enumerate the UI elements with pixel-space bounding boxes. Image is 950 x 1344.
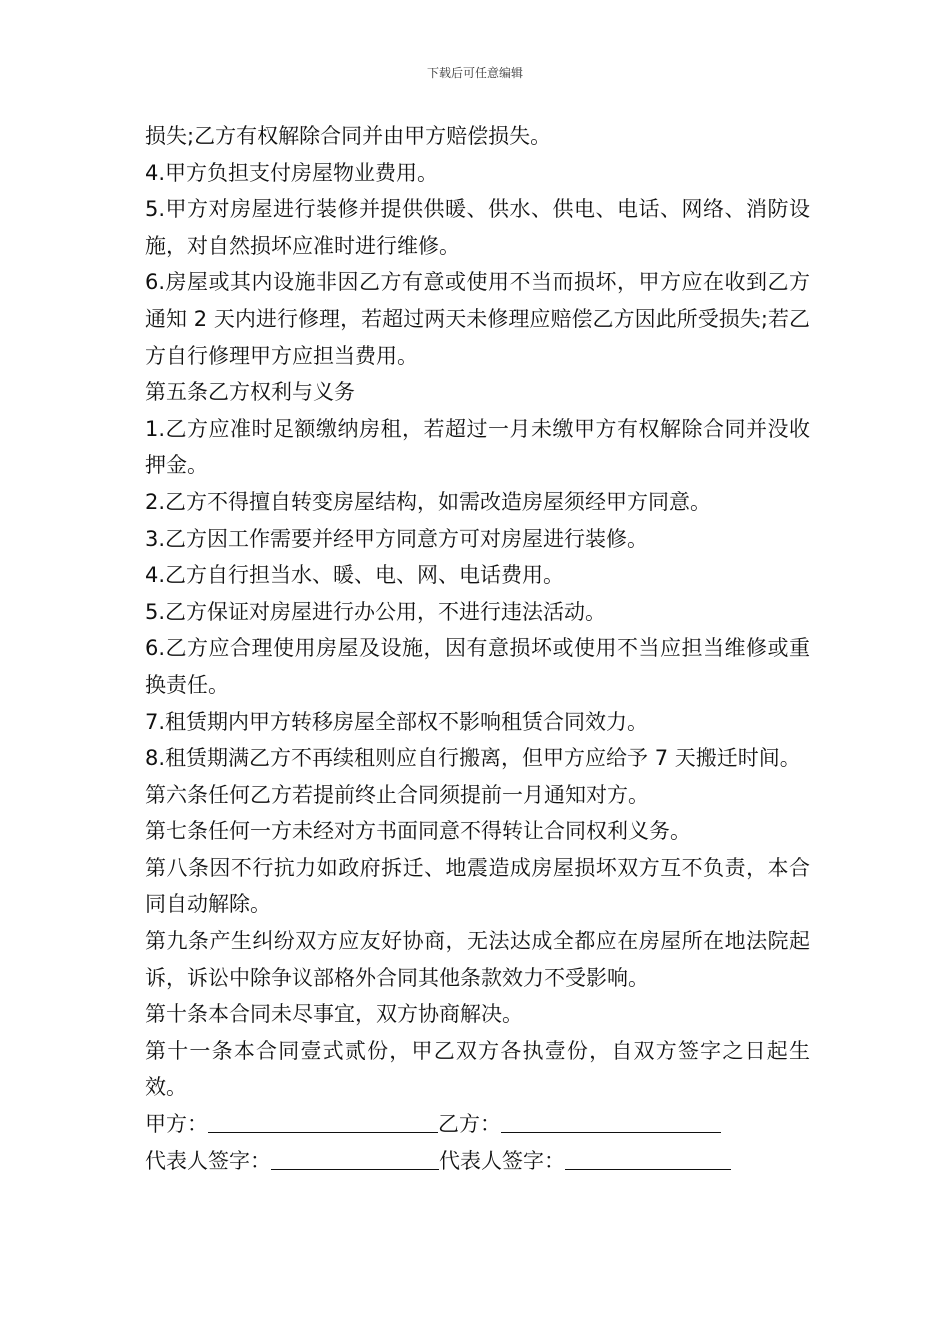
paragraph: 6.房屋或其内设施非因乙方有意或使用不当而损坏，甲方应在收到乙方通知 2 天内进行修理，若超过两天未修理应赔偿乙方因此所受损失;若乙方自行修理甲方应担当费用。 [145, 270, 810, 368]
paragraph: 第八条因不行抗力如政府拆迁、地震造成房屋损坏双方互不负责，本合同自动解除。 [145, 855, 810, 917]
paragraph: 第六条任何乙方若提前终止合同须提前一月通知对方。 [145, 782, 649, 807]
paragraph: 5.甲方对房屋进行装修并提供供暖、供水、供电、电话、网络、消防设施，对自然损坏应准时进行维修。 [145, 197, 810, 258]
rep-a-label: 代表人签字： [145, 1148, 271, 1173]
party-a-signature-line[interactable] [208, 1132, 438, 1133]
party-b-label: 乙方： [438, 1112, 501, 1137]
document-body [145, 118, 810, 1179]
paragraph: 7.租赁期内甲方转移房屋全部权不影响租赁合同效力。 [145, 709, 649, 734]
representative-signature-row [145, 1143, 810, 1180]
rep-b-label: 代表人签字： [439, 1148, 565, 1173]
party-b-signature-line[interactable] [501, 1132, 721, 1133]
paragraph: 第七条任何一方未经对方书面同意不得转让合同权利义务。 [145, 819, 691, 844]
paragraph: 3.乙方因工作需要并经甲方同意方可对房屋进行装修。 [145, 526, 649, 551]
paragraph: 1.乙方应准时足额缴纳房租，若超过一月未缴甲方有权解除合同并没收押金。 [145, 416, 810, 478]
rep-b-signature-line[interactable] [565, 1169, 731, 1170]
party-signature-row [145, 1106, 810, 1143]
paragraph: 8.租赁期满乙方不再续租则应自行搬离，但甲方应给予 7 天搬迁时间。 [145, 746, 801, 771]
party-a-label: 甲方： [145, 1112, 208, 1137]
paragraph: 第十一条本合同壹式贰份，甲乙双方各执壹份，自双方签字之日起生效。 [145, 1038, 810, 1100]
section-heading: 第五条乙方权利与义务 [145, 380, 355, 405]
paragraph: 4.乙方自行担当水、暖、电、网、电话费用。 [145, 563, 565, 588]
paragraph: 5.乙方保证对房屋进行办公用，不进行违法活动。 [145, 599, 607, 624]
paragraph: 4.甲方负担支付房屋物业费用。 [145, 160, 439, 185]
paragraph: 第十条本合同未尽事宜，双方协商解决。 [145, 1002, 523, 1027]
paragraph: 6.乙方应合理使用房屋及设施，因有意损坏或使用不当应担当维修或重换责任。 [145, 636, 810, 697]
rep-a-signature-line[interactable] [271, 1169, 439, 1170]
paragraph: 2.乙方不得擅自转变房屋结构，如需改造房屋须经甲方同意。 [145, 489, 712, 514]
paragraph: 损失;乙方有权解除合同并由甲方赔偿损失。 [145, 124, 552, 148]
page-header: 下载后可任意编辑 [426, 66, 523, 80]
paragraph: 第九条产生纠纷双方应友好协商，无法达成全都应在房屋所在地法院起诉，诉讼中除争议部格外合同其他条款效力不受影响。 [145, 929, 810, 990]
